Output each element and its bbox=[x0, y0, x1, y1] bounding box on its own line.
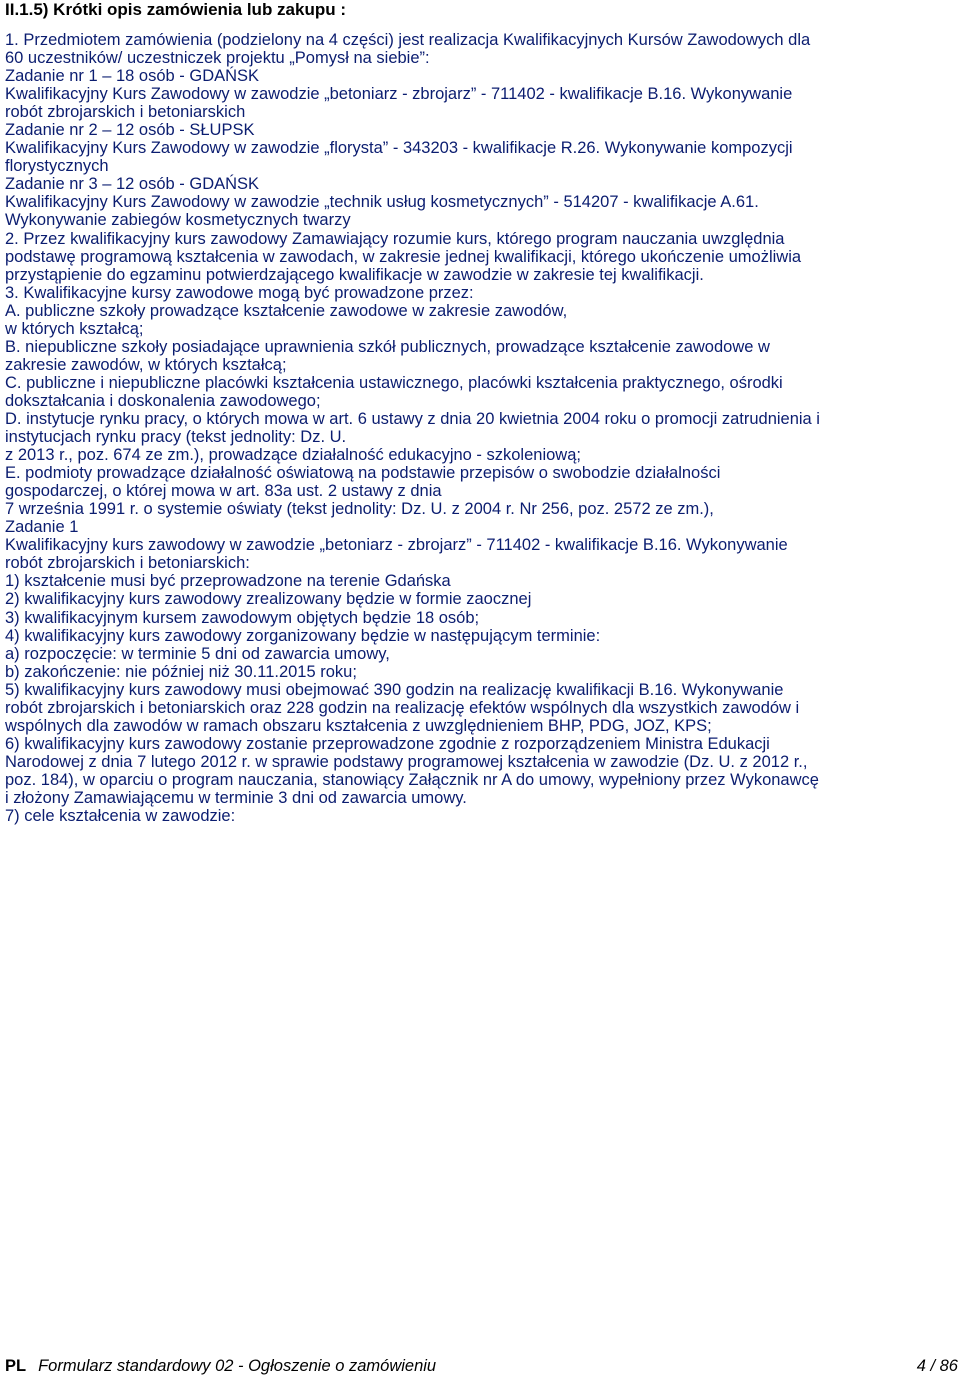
text-line: 1. Przedmiotem zamówienia (podzielony na 4 części) jest realizacja Kwalifikacyjnych Kursów Zawodowych dla bbox=[5, 31, 811, 49]
text-line: gospodarczej, o której mowa w art. 83a ust. 2 ustawy z dnia bbox=[5, 482, 442, 501]
text-line: 1) kształcenie musi być przeprowadzone na terenie Gdańska bbox=[5, 572, 451, 591]
text-line: Kwalifikacyjny Kurs Zawodowy w zawodzie „betoniarz - zbrojarz” - 711402 - kwalifikacje B.16. Wykonywanie bbox=[5, 85, 793, 104]
text-line: B. niepubliczne szkoły posiadające uprawnienia szkół publicznych, prowadzące kształcenie zawodowe w bbox=[5, 337, 770, 356]
text-line: a) rozpoczęcie: w terminie 5 dni od zawarcia umowy, bbox=[5, 644, 390, 663]
text-line: robót zbrojarskich i betoniarskich oraz 228 godzin na realizację efektów wspólnych dla wszystkich zawodów i bbox=[5, 698, 800, 717]
text-line: 2) kwalifikacyjny kurs zawodowy zrealizowany będzie w formie zaocznej bbox=[5, 590, 532, 609]
text-line: instytucjach rynku pracy (tekst jednolity: Dz. U. bbox=[5, 428, 347, 447]
text-line: 6) kwalifikacyjny kurs zawodowy zostanie przeprowadzone zgodnie z rozporządzeniem Ministra Edukacji bbox=[5, 734, 770, 753]
text-line: 7) cele kształcenia w zawodzie: bbox=[5, 807, 236, 826]
text-line: C. publiczne i niepubliczne placówki kształcenia ustawicznego, placówki kształcenia praktycznego, ośrodki bbox=[5, 373, 783, 392]
text-line: Narodowej z dnia 7 lutego 2012 r. w sprawie podstawy programowej kształcenia w zawodzie (Dz. U. z 2012 r., bbox=[5, 752, 808, 771]
text-line: dokształcania i doskonalenia zawodowego; bbox=[5, 391, 321, 410]
text-line: florystycznych bbox=[5, 157, 109, 176]
text-line: A. publiczne szkoły prowadzące kształcenie zawodowe w zakresie zawodów, bbox=[5, 301, 568, 320]
page-footer bbox=[5, 1356, 958, 1376]
text-line: b) zakończenie: nie później niż 30.11.2015 roku; bbox=[5, 662, 357, 681]
text-line: poz. 184), w oparciu o program nauczania, stanowiący Załącznik nr A do umowy, wypełniony przez Wykonawcę bbox=[5, 770, 819, 789]
text-line: zakresie zawodów, w których kształcą; bbox=[5, 355, 287, 374]
footer-page-number: 4 / 86 bbox=[916, 1357, 958, 1375]
text-line: Zadanie nr 3 – 12 osób - GDAŃSK bbox=[5, 175, 260, 194]
footer-language: PL bbox=[5, 1357, 27, 1375]
text-line: 2. Przez kwalifikacyjny kurs zawodowy Zamawiający rozumie kurs, którego program nauczania uwzględnia bbox=[5, 229, 785, 248]
text-line: i złożony Zamawiającemu w terminie 3 dni od zawarcia umowy. bbox=[5, 788, 467, 807]
footer-form-title: Formularz standardowy 02 - Ogłoszenie o zamówieniu bbox=[38, 1357, 437, 1375]
text-line: Kwalifikacyjny Kurs Zawodowy w zawodzie „florysta” - 343203 - kwalifikacje R.26. Wykonywanie kompozycji bbox=[5, 139, 793, 158]
text-line: E. podmioty prowadzące działalność oświatową na podstawie przepisów o swobodzie działalności bbox=[5, 464, 721, 483]
text-line: 3. Kwalifikacyjne kursy zawodowe mogą być prowadzone przez: bbox=[5, 283, 474, 302]
text-line: 60 uczestników/ uczestniczek projektu „Pomysł na siebie”: bbox=[5, 49, 430, 68]
text-line: 3) kwalifikacyjnym kursem zawodowym objętych będzie 18 osób; bbox=[5, 608, 480, 627]
text-line: podstawę programową kształcenia w zawodach, w zakresie jednej kwalifikacji, którego ukończenie umożliwia bbox=[5, 247, 802, 266]
text-line: 7 września 1991 r. o systemie oświaty (tekst jednolity: Dz. U. z 2004 r. Nr 256, poz. 2572 ze zm.), bbox=[5, 500, 714, 519]
text-line: robót zbrojarskich i betoniarskich bbox=[5, 103, 246, 122]
text-line: Wykonywanie zabiegów kosmetycznych twarzy bbox=[5, 211, 351, 230]
description-body bbox=[5, 31, 958, 825]
text-line: 4) kwalifikacyjny kurs zawodowy zorganizowany będzie w następującym terminie: bbox=[5, 626, 601, 645]
text-line: Kwalifikacyjny kurs zawodowy w zawodzie „betoniarz - zbrojarz” - 711402 - kwalifikacje B.16. Wykonywanie bbox=[5, 536, 788, 555]
text-line: robót zbrojarskich i betoniarskich: bbox=[5, 554, 250, 573]
text-line: w których kształcą; bbox=[5, 319, 144, 338]
text-line: 5) kwalifikacyjny kurs zawodowy musi obejmować 390 godzin na realizację kwalifikacji B.16. Wykonywanie bbox=[5, 680, 784, 699]
text-line: D. instytucje rynku pracy, o których mowa w art. 6 ustawy z dnia 20 kwietnia 2004 roku o promocji zatrudnienia i bbox=[5, 409, 820, 428]
text-line: przystąpienie do egzaminu potwierdzającego kwalifikacje w zawodzie w zakresie tej kwalifikacji. bbox=[5, 265, 704, 284]
text-line: wspólnych dla zawodów w ramach obszaru kształcenia z uwzględnieniem BHP, PDG, JOZ, KPS; bbox=[5, 716, 712, 735]
text-line: Kwalifikacyjny Kurs Zawodowy w zawodzie „technik usług kosmetycznych” - 514207 - kwalifikacje A.61. bbox=[5, 193, 759, 212]
text-line: z 2013 r., poz. 674 ze zm.), prowadzące działalność edukacyjno - szkoleniową; bbox=[5, 446, 581, 465]
text-line: Zadanie nr 2 – 12 osób - SŁUPSK bbox=[5, 121, 255, 140]
text-line: Zadanie nr 1 – 18 osób - GDAŃSK bbox=[5, 67, 260, 86]
section-heading: II.1.5) Krótki opis zamówienia lub zakupu : bbox=[5, 0, 346, 19]
text-line: Zadanie 1 bbox=[5, 518, 79, 537]
